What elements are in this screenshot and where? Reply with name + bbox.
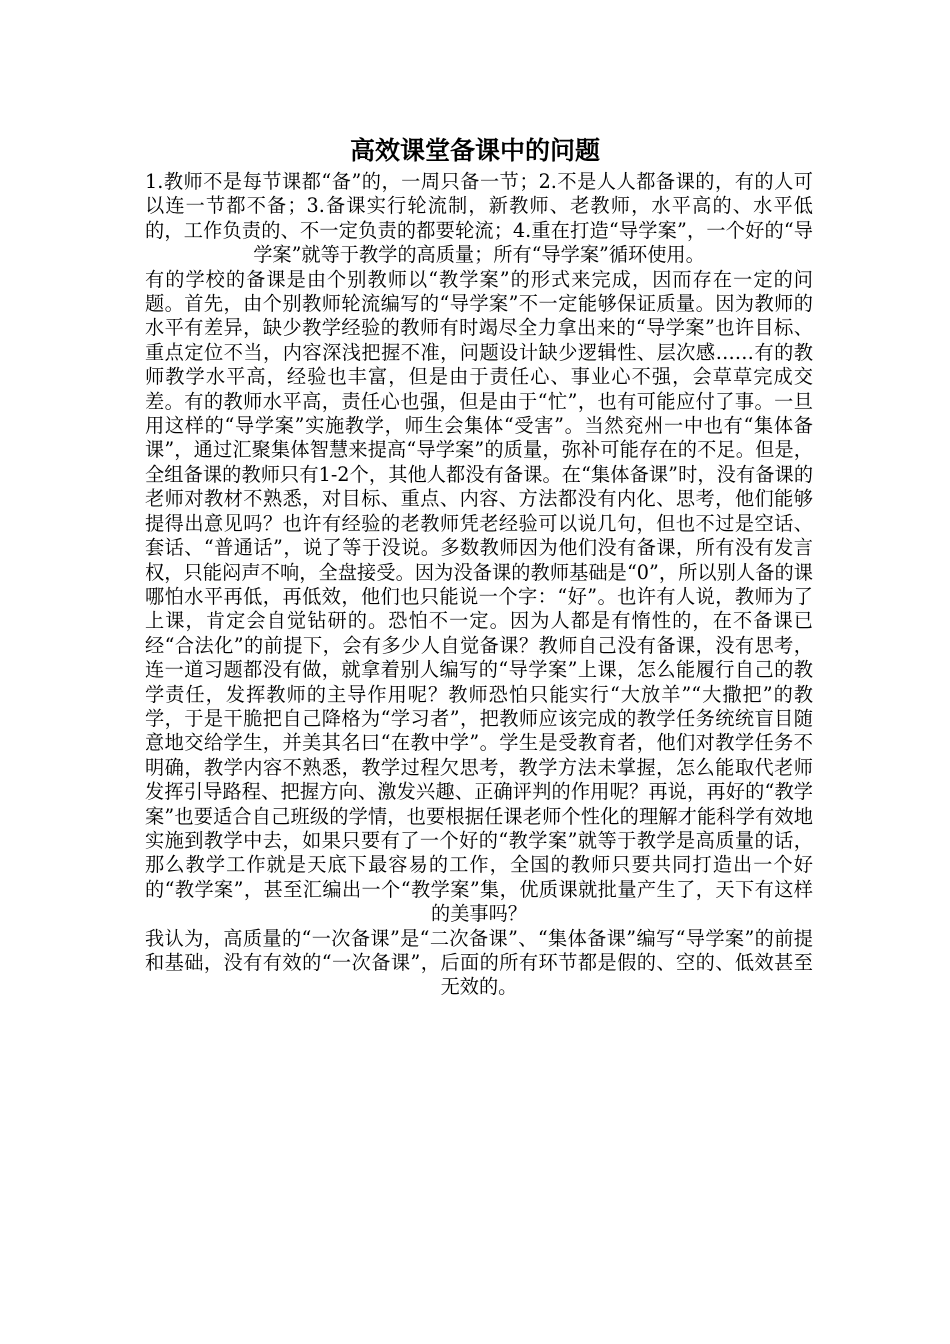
paragraph-analysis: 有的学校的备课是由个别教师以“教学案”的形式来完成，因而存在一定的问题。首先，由个别教师轮流编写的“导学案”不一定能够保证质量。因为教师的水平有差异，缺少教学经验的教师有时竭尽全力拿出来的“导学案”也许目标、重点定位不当，内容深浅把握不准，问题设计缺少逻辑性、层次感……有的教师教学水平高，经验也丰富，但是由于责任心、事业心不强，会草草完成交差。有的教师水平高，责任心也强，但是由于“忙”，也有可能应付了事。一旦用这样的“导学案”实施教学，师生会集体“受害”。当然兖州一中也有“集体备课”，通过汇聚集体智慧来提高“导学案”的质量，弥补可能存在的不足。但是，全组备课的教师只有1-2个，其他人都没有备课。在“集体备课”时，没有备课的老师对教材不熟悉，对目标、重点、内容、方法都没有内化、思考，他们能够提得出意见吗？也许有经验的老教师凭老经验可以说几句，但也不过是空话、套话、“普通话”，说了等于没说。多数教师因为他们没有备课，所有没有发言权，只能闷声不响，全盘接受。因为没备课的教师基础是“0”，所以别人备的课哪怕水平再低，再低效，他们也只能说一个字：“好”。也许有人说，教师为了上课，肯定会自觉钻研的。恐怕不一定。因为人都是有惰性的，在不备课已经“合法化”的前提下，会有多少人自觉备课？教师自己没有备课，没有思考，连一道习题都没有做，就拿着别人编写的“导学案”上课，怎么能履行自己的教学责任，发挥教师的主导作用呢？教师恐怕只能实行“大放羊”“大撒把”的教学，于是干脆把自己降格为“学习者”，把教师应该完成的教学任务统统盲目随意地交给学生，并美其名曰“在教中学”。学生是受教育者，他们对教学任务不明确，教学内容不熟悉，教学过程欠思考，教学方法未掌握，怎么能取代老师发挥引导路程、把握方向、激发兴趣、正确评判的作用呢？再说，再好的“教学案”也要适合自己班级的学情，也要根据任课老师个性化的理解才能科学有效地实施到教学中去，如果只要有了一个好的“教学案”就等于教学是高质量的话，那么教学工作就是天底下最容易的工作，全国的教师只要共同打造出一个好的“教学案”，甚至汇编出一个“教学案”集，优质课就批量产生了，天下有这样的美事吗？ bbox=[145, 267, 813, 926]
paragraph-conclusion: 我认为，高质量的“一次备课”是“二次备课”、“集体备课”编写“导学案”的前提和基础，没有有效的“一次备课”，后面的所有环节都是假的、空的、低效甚至无效的。 bbox=[145, 926, 813, 999]
document-body bbox=[145, 170, 813, 1000]
document-title: 高效课堂备课中的问题 bbox=[349, 136, 600, 165]
paragraph-problems-list: 1.教师不是每节课都“备”的，一周只备一节；2.不是人人都备课的，有的人可以连一节都不备；3.备课实行轮流制，新教师、老教师，水平高的、水平低的，工作负责的、不一定负责的都要轮流；4.重在打造“导学案”，一个好的“导学案”就等于教学的高质量；所有“导学案”循环使用。 bbox=[145, 170, 813, 267]
